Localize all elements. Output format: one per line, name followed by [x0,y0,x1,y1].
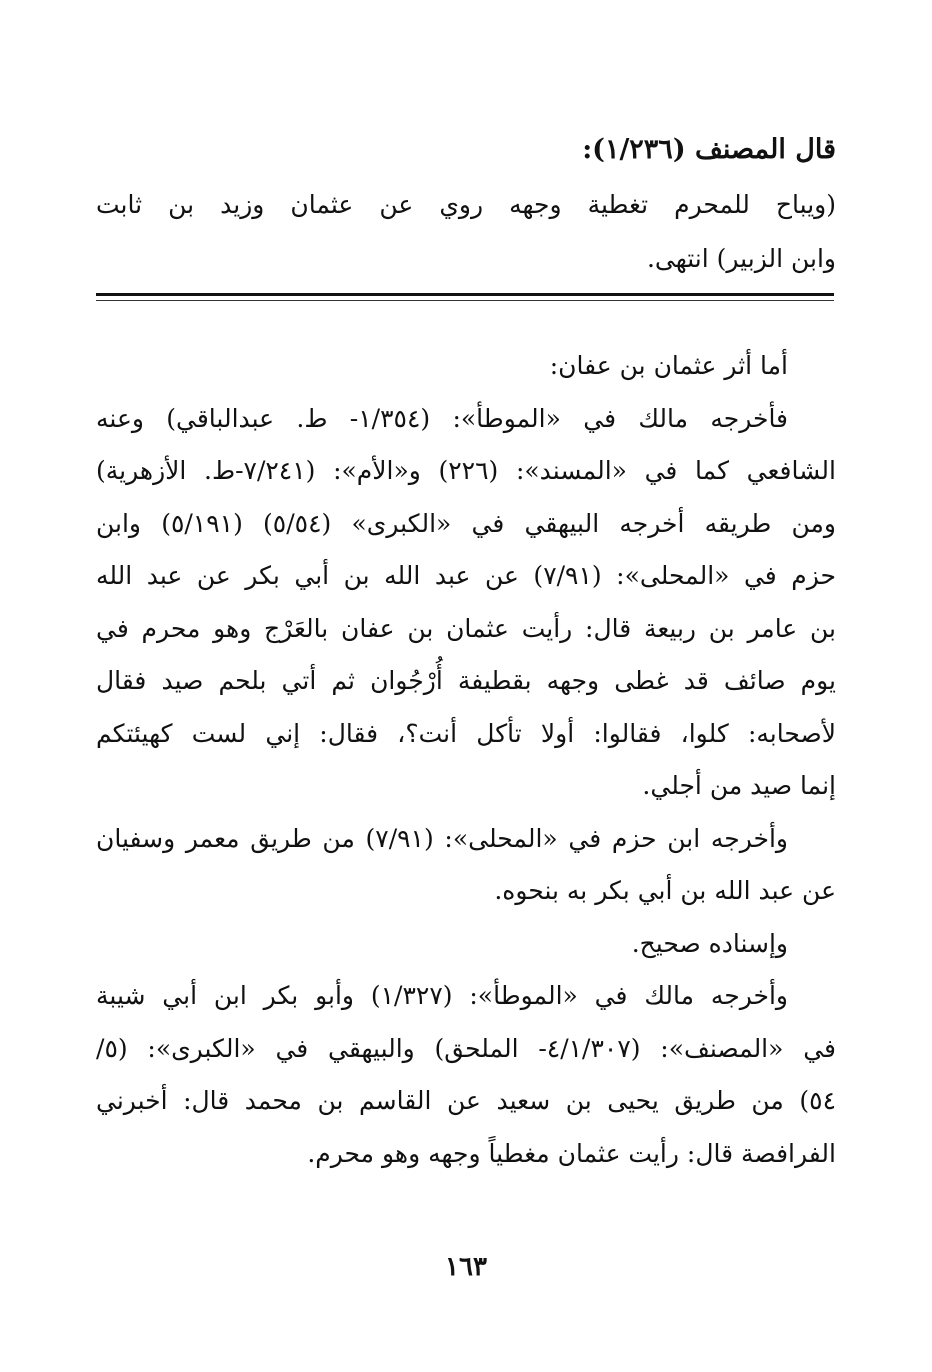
paragraph-line: الفرافصة قال: رأيت عثمان مغطياً وجهه وهو محرم. [307,1138,836,1168]
paragraph-line: وإسناده صحيح. [631,928,788,958]
quoted-text [96,178,836,286]
body-text [96,340,836,1180]
paragraph-line: حزم في «المحلى»: (٧/٩١) عن عبد الله بن أبي بكر عن عبد الله [96,561,836,590]
paragraph-line: لأصحابه: كلوا، فقالوا: أولا تأكل أنت؟، فقال: إني لست كهيئتكم [96,718,836,748]
paragraph-line: أما أثر عثمان بن عفان: [549,351,788,380]
page-number: ١٦٣ [445,1252,487,1282]
separator-rule [96,293,834,301]
paragraph-line: بن عامر بن ربيعة قال: رأيت عثمان بن عفان بالعَرْج وهو محرم في [96,613,836,643]
paragraph-line: ومن طريقه أخرجه البيهقي في «الكبرى» (٥/٥٤) (٥/١٩١) وابن [96,508,836,538]
paragraph-line: فأخرجه مالك في «الموطأ»: (١/٣٥٤- ط. عبدالباقي) وعنه [96,403,789,433]
paragraph-line: الشافعي كما في «المسند»: (٢٢٦) و«الأم»: (٧/٢٤١-ط. الأزهرية) [96,456,836,485]
rule-thin-line [96,300,834,301]
paragraph-line: يوم صائف قد غطى وجهه بقطيفة أُرْجُوان ثم أتي بلحم صيد فقال [96,666,836,695]
paragraph-line: وأخرجه مالك في «الموطأ»: (١/٣٢٧) وأبو بكر ابن أبي شيبة [96,981,788,1010]
paragraph-line: ٥٤) من طريق يحيى بن سعيد عن القاسم بن محمد قال: أخبرني [96,1086,836,1115]
quote-line: (ويباح للمحرم تغطية وجهه روي عن عثمان وزيد بن ثابت [96,190,836,219]
quote-line: وابن الزبير) انتهى. [646,244,836,273]
paragraph-line: وأخرجه ابن حزم في «المحلى»: (٧/٩١) من طريق معمر وسفيان [96,823,788,853]
section-heading: قال المصنف (١/٢٣٦): [582,134,836,165]
paragraph-line: إنما صيد من أجلي. [642,771,836,800]
paragraph-line: عن عبد الله بن أبي بكر به بنحوه. [494,876,836,905]
paragraph-line: في «المصنف»: (٤/١/٣٠٧- الملحق) والبيهقي في «الكبرى»: (٥/ [96,1033,836,1063]
